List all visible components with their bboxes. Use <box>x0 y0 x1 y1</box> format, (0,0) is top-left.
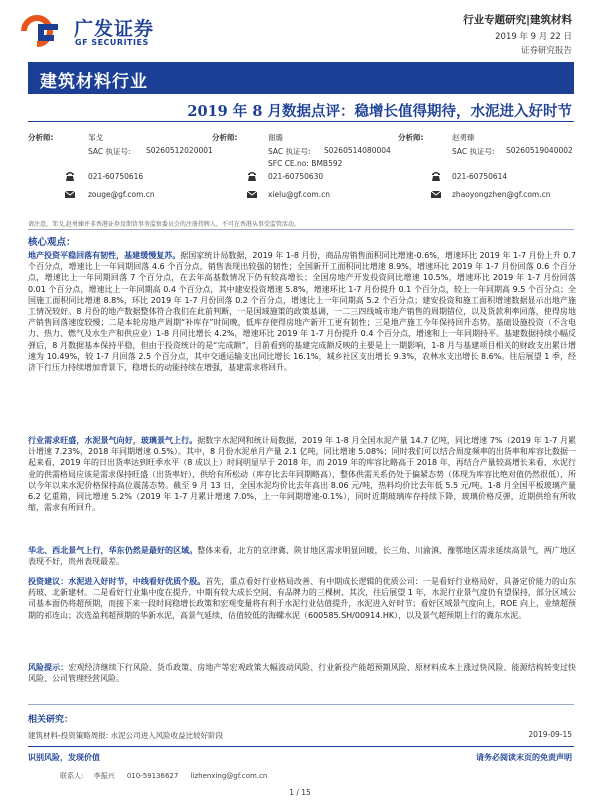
paragraph-body: 宏观经济继续下行风险、货币政策、房地产等宏观政策大幅波动风险、行业新投产能超预期风险、原材料成本上涨过快风险、能源结构转变过快风险、公司管理经营风险。 <box>28 663 577 684</box>
paragraph-real-estate <box>28 250 576 373</box>
paragraph-lead: 地产投资平稳回落有韧性，基建缓慢复苏。 <box>28 251 181 260</box>
phone-icon <box>430 170 442 182</box>
paragraph-lead: 投资建议：水泥进入好时节，中线看好优质个股。 <box>28 577 206 586</box>
analyst-phone: 021-60750630 <box>268 172 324 181</box>
report-title: 2019 年 8 月数据点评：稳增长值得期待，水泥进入好时节 <box>187 103 572 120</box>
analyst-email[interactable]: zhaoyongzhen@gf.com.cn <box>452 190 551 199</box>
analyst-sac: S0260514080004 <box>324 146 391 155</box>
paragraph-investment <box>28 576 576 621</box>
contact-name: 李振兴 <box>93 772 115 780</box>
paragraph-body: 首先，重点看好行业格局改善、有中期成长逻辑的优质公司：一是看好行业格局好，具备定价能力的山东药玻、北新建材。二是看好行业集中度在提升，中期有较大成长空间、有品牌力的三棵树、其次，往后展望 1 年，水泥行业景气度仍有望保持，部分区域公司基本面仍将超预期，而接下来一段时间稳增长政策和宏观变量将有利于水泥行业估值提升，水泥进入好时节；看好区域景气度向上，ROE 向上，业绩超预期的祁连山；次选盈利超预期的华新水泥，高景气延续，估值较低的海螺水泥（600585.SH/00914.HK），以及景气超预期上行的冀东水泥。 <box>28 577 576 620</box>
phone-icon <box>246 170 258 182</box>
related-divider <box>28 704 574 705</box>
paragraph-body: 据国家统计局数据，2019 年 1-8 月份，商品房销售面积同比增速-0.6%，增速环比 2019 年 1-7 月份上升 0.7 个百分点，增速比上一年同期回落 4.6 个百分点，销售表现出较强的韧性；全国新开工面积同比增速 8.9%，增速环比 2019 年 1-7 月份回落 0.6 个百分点，增速比上一年同期回落 7 个百分点，在去年高基数情况下仍有较高增长；全国房地产开发投资同比增速 10.5%，增速环比 2019 年 1-7 月份回落 0.01 个百分点，增速比上一年同期高 0.4 个百分点，其中建安投资增速 5.8%，增速环比 1-7 月份提升 0.1 个百分点，较上一年同期高 9.5 个百分点；全国施工面积同比增速 8.8%，环比 2019 年 1-7 月份回落 0.2 个百分点，增速比上一年同期高 5.2 个百分点；建安投资和施工面积增速数据显示出地产施工情况较好。8 月份的地产数据整体符合我们在此前判断，一是国域施策的政策基调，一二三四线城市地产销售的周期错位，以及货款利率回落，使得房地产销售回落速度较慢；二是本轮房地产周期“补库存”时间晚，低库存使得房地产新开工更有韧性；三是地产施工今年保持回升态势。基础设施投资（不含电力、热力、燃气及水生产和供应业）1-8 月同比增长 4.2%，增速环比 2019 年 1-7 月份提升 0.4 个百分点，增速和上一年同期持平。基建数据持续小幅反弹后，8 月数据基本保持平稳，但由于投资统计的是“完成额”，目前看到的基建完成额反映的主要是上一期影响，1-8 月与基建项目相关的财政支出累计增速为 10.49%，较 1-7 月回落 2.5 个百分点，其中交通运输支出同比增长 16.1%，城乡社区支出增长 9.3%，农林水支出增长 8.6%。往后展望 1 季，经济下行压力持续增加背景下，稳增长的动能持续在增强，基建需求将回升。 <box>28 251 576 373</box>
paragraph-regions <box>28 545 576 567</box>
report-kind: 证券研究报告 <box>520 46 572 56</box>
analyst-sac: S0260519040002 <box>506 146 573 155</box>
analyst-divider <box>28 229 574 230</box>
title-divider <box>28 121 574 122</box>
analyst-email[interactable]: zouge@gf.com.cn <box>88 190 155 199</box>
analyst-name: 谢璐 <box>268 133 283 142</box>
analyst-sfc: SFC CE.no: BMB592 <box>268 159 343 168</box>
contact-line <box>60 771 267 781</box>
analyst-sac-label: SAC 执证号: <box>452 147 495 156</box>
email-icon <box>64 188 76 200</box>
related-item[interactable]: 建筑材料-投资策略周报: 水泥公司进入风险收益比较好阶段 <box>28 731 224 740</box>
paragraph-body: 据数字水泥网和统计局数据，2019 年 1-8 月全国水泥产量 14.7 亿吨，同比增速 7%（2019 年 1-7 月累计增速 7.23%，2018 年同期增速 0.5%）。其中，8 月份水泥单月产量 2.1 亿吨，同比增速 5.08%；同时我们可以结合周度频率的出货率和库容比数据一起来看，2019 年的日出货率达到旺季水平（8 成以上）时间明显早于 2018 年，而 2019 年的库容比略高于 2018 年，再结合产量较高增长来看，水泥行业的供需格局应该是需求保持旺盛（出货率好），供给有所松动（库存比去年同期略高），整体供需关系仍处于偏紧态势（体现为库容比绝对值仍然很低），所以今年以来水泥价格保持高位震荡态势。截至 9 月 13 日，全国水泥均价比去年高出 8.06 元/吨，热料均价比去年低 5.5 元/吨。1-8 月全国平板玻璃产量 6.2 亿重箱，同比增速 5.2%（2019 年 1-7 月累计增速 7.0%，上一年同期增速-0.1%），同时近期玻璃库存持续下降，玻璃价格反弹，近期供给有所收缩，需求有所回升。 <box>28 436 577 513</box>
contact-phone: 010-59136627 <box>126 772 179 780</box>
contact-email[interactable]: lizhenxing@gf.com.cn <box>190 772 268 780</box>
phone-icon <box>64 170 76 182</box>
analyst-name: 邹戈 <box>88 133 103 142</box>
paragraph-lead: 风险提示： <box>28 663 69 672</box>
page-number: 1 / 15 <box>289 788 311 797</box>
paragraph-lead: 华北、西北景气上行，华东仍然是最好的区域。 <box>28 546 198 555</box>
industry-name: 建筑材料行业 <box>40 72 148 92</box>
email-icon <box>246 188 258 200</box>
disclaimer-note: 请注意，邹戈,赵勇臻并非香港证券及期货事务监察委员会的注册持牌人，不可在香港从事受监管活动。 <box>28 221 300 228</box>
core-points-heading: 核心观点： <box>28 237 76 248</box>
footer-disclaimer-link: 请务必阅读末页的免责声明 <box>476 753 572 762</box>
analyst-sac: S0260512020001 <box>146 146 213 155</box>
brand-name-cn: 广发证券 <box>74 18 155 40</box>
email-icon <box>430 188 442 200</box>
analyst-phone: 021-60750616 <box>88 172 144 181</box>
related-date: 2019-09-15 <box>528 730 572 739</box>
analyst-sac-label: SAC 执证号: <box>268 147 311 156</box>
paragraph-lead: 行业需求旺盛，水泥景气向好，玻璃景气上行。 <box>28 436 198 445</box>
analyst-phone: 021-60750614 <box>452 172 508 181</box>
analyst-label: 分析师: <box>212 133 238 142</box>
related-heading: 相关研究： <box>28 715 74 725</box>
report-date: 2019 年 9 月 22 日 <box>495 32 572 42</box>
analyst-sac-label: SAC 执证号: <box>88 147 131 156</box>
footer-divider <box>28 746 574 747</box>
paragraph-demand <box>28 435 576 513</box>
footer-slogan: 识别风险，发现价值 <box>28 753 100 762</box>
contact-label: 联系人: <box>60 772 84 780</box>
report-type: 行业专题研究|建筑材料 <box>463 14 572 26</box>
paragraph-risks <box>28 662 576 684</box>
analyst-name: 赵勇臻 <box>452 133 475 142</box>
brand-name-en: GF SECURITIES <box>75 38 149 47</box>
analyst-label: 分析师: <box>28 133 54 142</box>
gf-logo-icon <box>18 12 70 50</box>
analyst-email[interactable]: xielu@gf.com.cn <box>268 190 330 199</box>
paragraph-body: 整体来看，北方的京津冀、陕甘地区需求明显回暖，长三角、川渝滇、豫鄂地区需求延续高景气，两广地区表现不好，贵州表现最差。 <box>28 546 577 567</box>
analyst-label: 分析师: <box>398 133 424 142</box>
